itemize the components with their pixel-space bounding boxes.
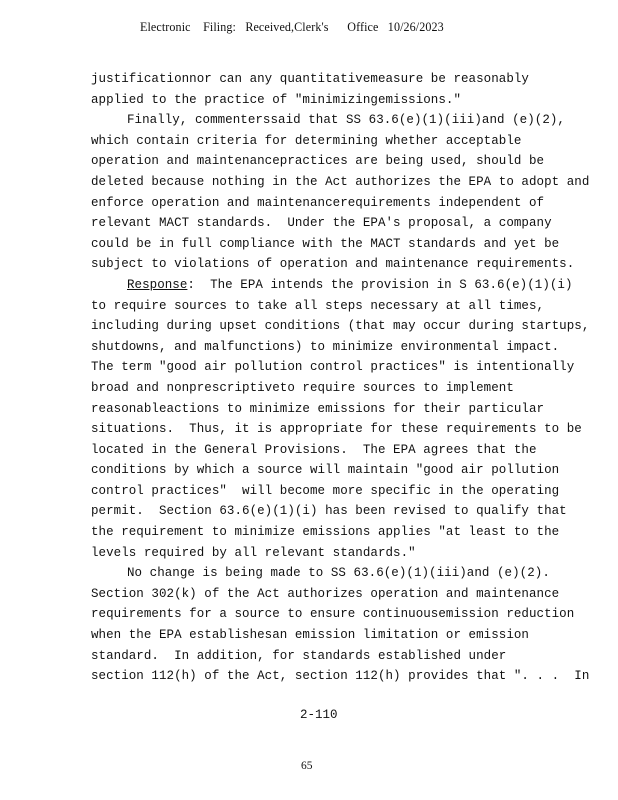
response-label: Response xyxy=(127,277,188,292)
page-number: 65 xyxy=(301,760,313,772)
response-text: : The EPA intends the provision in S 63.6(e)(1)(i) xyxy=(187,277,573,292)
document-body xyxy=(91,69,601,687)
text-line: permit. Section 63.6(e)(1)(i) has been revised to qualify that xyxy=(91,504,567,519)
text-line: enforce operation and maintenancerequirements independent of xyxy=(91,195,545,210)
text-line: when the EPA establishesan emission limitation or emission xyxy=(91,628,529,643)
response-line xyxy=(91,275,601,296)
section-page-code: 2-110 xyxy=(300,708,338,722)
text-line: deleted because nothing in the Act authorizes the EPA to adopt and xyxy=(91,174,590,189)
text-line: standard. In addition, for standards established under xyxy=(91,648,507,663)
text-line: No change is being made to SS 63.6(e)(1)(iii)and (e)(2). xyxy=(127,566,550,581)
text-line: situations. Thus, it is appropriate for these requirements to be xyxy=(91,422,582,437)
text-line: reasonableactions to minimize emissions for their particular xyxy=(91,401,545,416)
text-line: levels required by all relevant standards." xyxy=(91,545,416,560)
text-line: subject to violations of operation and maintenance requirements. xyxy=(91,257,575,272)
text-line: Section 302(k) of the Act authorizes operation and maintenance xyxy=(91,586,560,601)
text-line: justificationnor can any quantitativemeasure be reasonably xyxy=(91,72,529,86)
text-line: the requirement to minimize emissions applies "at least to the xyxy=(91,525,560,540)
text-line: relevant MACT standards. Under the EPA's proposal, a company xyxy=(91,216,552,231)
text-line: broad and nonprescriptiveto require sources to implement xyxy=(91,380,514,395)
text-line: shutdowns, and malfunctions) to minimize environmental impact. xyxy=(91,339,560,354)
text-line: which contain criteria for determining whether acceptable xyxy=(91,133,522,148)
filing-stamp: Electronic Filing: Received,Clerk's Office 10/26/2023 xyxy=(140,19,444,34)
text-line: to require sources to take all steps necessary at all times, xyxy=(91,298,545,313)
text-line: Finally, commenterssaid that SS 63.6(e)(1)(iii)and (e)(2), xyxy=(127,113,565,128)
text-line: The term "good air pollution control practices" is intentionally xyxy=(91,360,575,375)
text-line: could be in full compliance with the MACT standards and yet be xyxy=(91,236,560,251)
text-line: control practices" will become more specific in the operating xyxy=(91,483,560,498)
text-line: operation and maintenancepractices are being used, should be xyxy=(91,154,545,169)
text-line: requirements for a source to ensure continuousemission reduction xyxy=(91,607,575,622)
text-line: conditions by which a source will maintain "good air pollution xyxy=(91,463,560,478)
text-line: applied to the practice of "minimizingemissions." xyxy=(91,92,462,107)
text-line: located in the General Provisions. The EPA agrees that the xyxy=(91,442,537,457)
text-line: including during upset conditions (that may occur during startups, xyxy=(91,319,590,334)
text-line: section 112(h) of the Act, section 112(h) provides that ". . . In xyxy=(91,669,590,684)
